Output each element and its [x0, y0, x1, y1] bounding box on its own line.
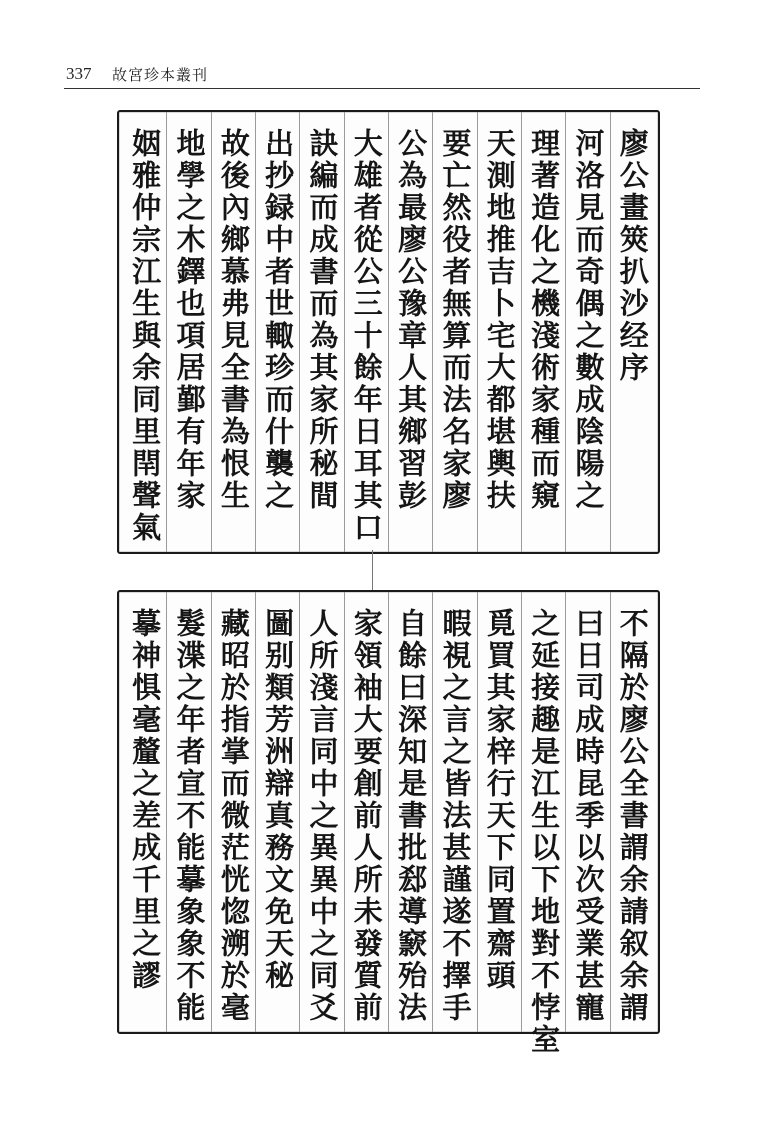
column-text: 藏昭於指掌而微茫恍惚溯於毫 [216, 608, 251, 1024]
column-text: 摹神惧毫釐之差成千里之謬 [128, 608, 163, 992]
column-text: 要亡然役者無算而法名家廖 [438, 128, 473, 512]
column-text: 曰日司成時昆季以次受業甚寵 [571, 608, 606, 1024]
column-text: 河洛見而奇偶之數成陰陽之 [571, 128, 606, 512]
column-text: 廖公畫筴扒沙经序 [615, 128, 650, 384]
column-text: 覓買其家梓行天下同置齋頭 [482, 608, 517, 992]
manuscript-column [166, 592, 210, 1032]
column-text: 人所淺言同中之異異中之同爻 [305, 608, 340, 1024]
column-text: 姻雅仲宗江生與余同里閈聲氣 [128, 128, 163, 544]
column-text: 不隔於廖公全書謂余請叙余謂 [615, 608, 650, 1024]
manuscript-column [610, 112, 654, 552]
manuscript-column [123, 112, 166, 552]
manuscript-column [299, 592, 343, 1032]
column-text: 出抄録中者世輙珍而什襲之 [261, 128, 296, 512]
column-text: 自餘曰深知是書批郄導窾殆法 [394, 608, 429, 1024]
column-text: 暇視之言之皆法甚謹遂不擇手 [438, 608, 473, 1024]
manuscript-column [211, 112, 255, 552]
column-text: 故後內鄉慕弗見全書為恨生 [216, 128, 251, 512]
column-text: 天測地推吉卜宅大都堪輿扶 [482, 128, 517, 512]
manuscript-column [432, 592, 476, 1032]
column-text: 公為最廖公豫章人其鄉習彭 [394, 128, 429, 512]
column-text: 髮渫之年者宣不能摹象象不能 [172, 608, 207, 1024]
manuscript-column [565, 592, 609, 1032]
manuscript-column [521, 112, 565, 552]
bottom-manuscript-leaf [117, 590, 660, 1056]
manuscript-column [521, 592, 565, 1056]
book-title: 故宮珍本叢刊 [112, 66, 209, 84]
manuscript-column [299, 112, 343, 552]
fold-divider [372, 550, 383, 590]
column-text: 理著造化之機淺術家種而窺 [527, 128, 562, 512]
top-columns [119, 112, 658, 552]
manuscript-column [610, 592, 654, 1032]
column-text: 家領袖大要創前人所未發質前 [349, 608, 384, 1024]
manuscript-column [432, 112, 476, 552]
column-text: 大雄者從公三十餘年日耳其口 [349, 128, 384, 544]
column-text: 圖别類芳洲辯真務文免天秘 [261, 608, 296, 992]
manuscript-column [388, 112, 432, 552]
column-text: 訣編而成書而為其家所秘間 [305, 128, 340, 512]
manuscript-column [477, 592, 521, 1032]
manuscript-column [255, 592, 299, 1032]
bottom-columns [119, 592, 658, 1056]
manuscript-column [211, 592, 255, 1032]
manuscript-column [344, 112, 388, 552]
manuscript-column [477, 112, 521, 552]
manuscript-column [123, 592, 166, 1032]
manuscript-column [166, 112, 210, 552]
top-manuscript-leaf [117, 110, 660, 554]
page-header [64, 62, 700, 89]
manuscript-column [344, 592, 388, 1032]
manuscript-column [255, 112, 299, 552]
page-number: 337 [66, 64, 92, 83]
manuscript-column [565, 112, 609, 552]
column-text: 地學之木鐸也項居鄞有年家 [172, 128, 207, 512]
column-text: 之延接趣是江生以下地對不悖室 [527, 608, 562, 1056]
manuscript-column [388, 592, 432, 1032]
